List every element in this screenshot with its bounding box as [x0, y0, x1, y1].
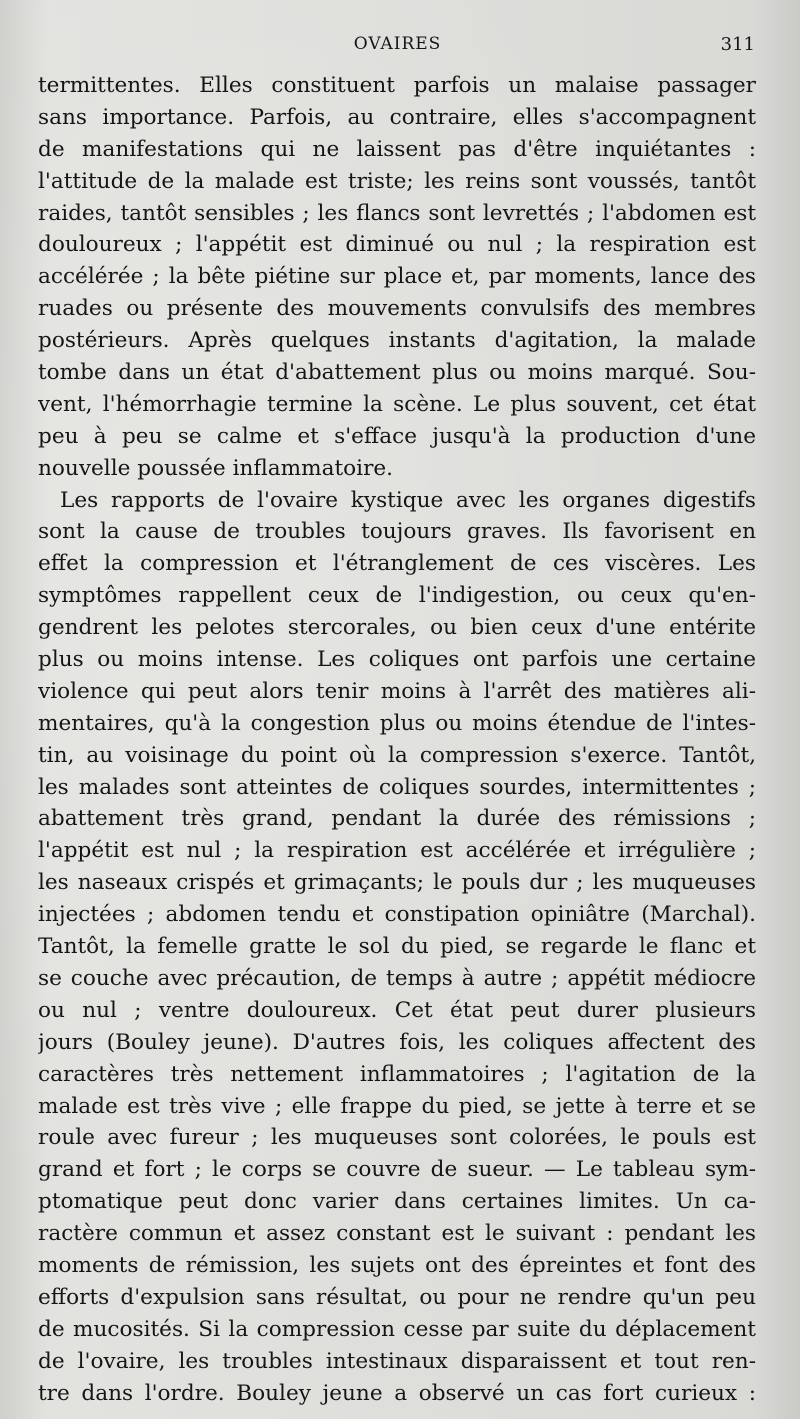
text-line: de l'ovaire, les troubles intestinaux disparaissent et tout ren- — [38, 1348, 756, 1374]
text-line: roule avec fureur ; les muqueuses sont colorées, le pouls est — [38, 1125, 756, 1151]
text-line: se couche avec précaution, de temps à autre ; appétit médiocre — [38, 965, 756, 991]
text-line: peu à peu se calme et s'efface jusqu'à la production d'une — [38, 423, 756, 449]
text-line: symptômes rappellent ceux de l'indigestion, ou ceux qu'en- — [38, 583, 756, 609]
text-line: sont la cause de troubles toujours graves. Ils favorisent en — [38, 519, 756, 545]
text-line: ptomatique peut donc varier dans certaines limites. Un ca- — [38, 1189, 756, 1215]
text-line: effet la compression et l'étranglement de ces viscères. Les — [38, 551, 756, 577]
text-line: efforts d'expulsion sans résultat, ou pour ne rendre qu'un peu — [38, 1284, 756, 1310]
text-line: douloureux ; l'appétit est diminué ou nul ; la respiration est — [38, 232, 756, 258]
text-line: vent, l'hémorrhagie termine la scène. Le plus souvent, cet état — [38, 391, 756, 417]
text-line: grand et fort ; le corps se couvre de sueur. — Le tableau sym- — [38, 1157, 756, 1183]
text-line: tombe dans un état d'abattement plus ou moins marqué. Sou- — [38, 360, 756, 386]
text-line: Tantôt, la femelle gratte le sol du pied, se regarde le flanc et — [38, 934, 756, 960]
text-line: malade est très vive ; elle frappe du pied, se jette à terre et se — [38, 1093, 756, 1119]
text-line: tin, au voisinage du point où la compression s'exerce. Tantôt, — [38, 742, 756, 768]
text-line: termittentes. Elles constituent parfois un malaise passager — [38, 73, 756, 98]
text-line: ractère commun et assez constant est le suivant : pendant les — [38, 1221, 756, 1247]
text-line: jours (Bouley jeune). D'autres fois, les coliques affectent des — [38, 1029, 756, 1055]
running-head: OVAIRES — [353, 34, 442, 54]
text-line: accélérée ; la bête piétine sur place et, par moments, lance des — [38, 264, 756, 290]
text-line: les malades sont atteintes de coliques sourdes, intermittentes ; — [38, 774, 756, 800]
text-line: sans importance. Parfois, au contraire, elles s'accompagnent — [38, 104, 756, 130]
text-line: mentaires, qu'à la congestion plus ou moins étendue de l'intes- — [38, 710, 756, 736]
text-line: postérieurs. Après quelques instants d'agitation, la malade — [38, 328, 756, 354]
text-line: de manifestations qui ne laissent pas d'être inquiétantes : — [38, 136, 756, 162]
text-line: injectées ; abdomen tendu et constipation opiniâtre (Marchal). — [38, 902, 756, 928]
paragraph-end-line: nouvelle poussée inflammatoire. — [38, 455, 394, 481]
text-line: ruades ou présente des mouvements convulsifs des membres — [38, 296, 756, 322]
text-line: raides, tantôt sensibles ; les flancs sont levrettés ; l'abdomen est — [38, 200, 756, 226]
body-text — [38, 70, 756, 1409]
text-line: plus ou moins intense. Les coliques ont parfois une certaine — [38, 647, 756, 673]
text-line: de mucosités. Si la compression cesse par suite du déplacement — [38, 1316, 756, 1342]
page-number: 311 — [720, 34, 755, 55]
text-line: abattement très grand, pendant la durée des rémissions ; — [38, 806, 756, 832]
text-line: moments de rémission, les sujets ont des épreintes et font des — [38, 1252, 756, 1278]
text-line: tre dans l'ordre. Bouley jeune a observé un cas fort curieux : — [38, 1380, 756, 1406]
text-line: l'appétit est nul ; la respiration est accélérée et irrégulière ; — [38, 838, 756, 864]
text-line: violence qui peut alors tenir moins à l'arrêt des matières ali- — [38, 678, 756, 704]
page-header — [40, 34, 755, 58]
text-line: les naseaux crispés et grimaçants; le pouls dur ; les muqueuses — [38, 870, 756, 896]
text-line: ou nul ; ventre douloureux. Cet état peut durer plusieurs — [38, 997, 756, 1023]
text-line: gendrent les pelotes stercorales, ou bien ceux d'une entérite — [38, 615, 756, 641]
text-line: caractères très nettement inflammatoires ; l'agitation de la — [38, 1061, 756, 1087]
text-line: l'attitude de la malade est triste; les reins sont voussés, tantôt — [38, 168, 756, 194]
paragraph-start-line: Les rapports de l'ovaire kystique avec les organes digestifs — [60, 487, 756, 513]
